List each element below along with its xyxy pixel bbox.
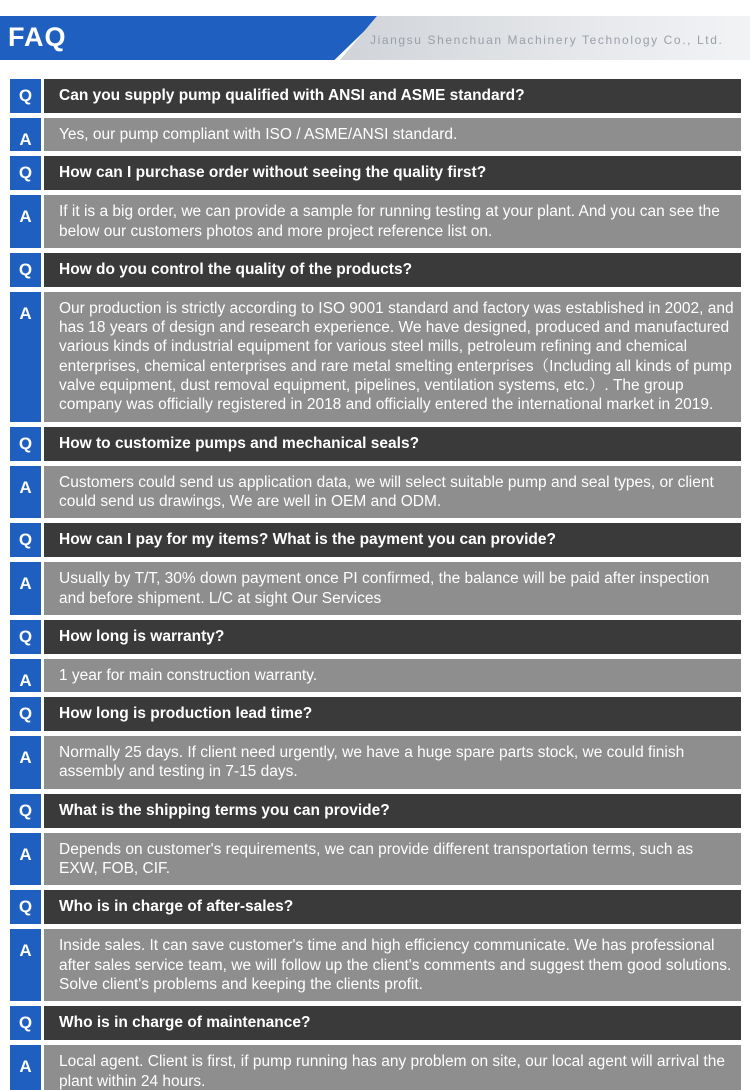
- question-text: Who is in charge of after-sales?: [44, 890, 741, 924]
- faq-question-row: [10, 253, 741, 287]
- question-text: Who is in charge of maintenance?: [44, 1006, 741, 1040]
- faq-header: [0, 0, 750, 60]
- faq-answer-row: [10, 466, 741, 519]
- answer-text: Our production is strictly according to ISO 9001 standard and factory was established in 2002, and has 18 years of design and research experience. We have designed, produced and manufactured various kinds of industrial equipment for various steel mills, petroleum refining and chemical enterprises, chemical enterprises and rare metal smelting enterprises（Including all kinds of pump valve equipment, dust removal equipment, pipelines, ventilation systems, etc.）. The group company was officially registered in 2018 and officially entered the international market in 2019.: [44, 292, 741, 422]
- answer-badge: A: [10, 833, 41, 886]
- answer-text: Depends on customer's requirements, we can provide different transportation terms, such as EXW, FOB, CIF.: [44, 833, 741, 886]
- question-badge: Q: [10, 427, 41, 461]
- question-text: How long is warranty?: [44, 620, 741, 654]
- faq-list: [10, 79, 741, 1090]
- faq-question-row: [10, 156, 741, 190]
- answer-text: Usually by T/T, 30% down payment once PI confirmed, the balance will be paid after inspection and before shipment. L/C at sight Our Services: [44, 562, 741, 615]
- question-badge: Q: [10, 1006, 41, 1040]
- answer-text: Normally 25 days. If client need urgently, we have a huge spare parts stock, we could finish assembly and testing in 7-15 days.: [44, 736, 741, 789]
- answer-badge: A: [10, 659, 41, 692]
- question-text: Can you supply pump qualified with ANSI and ASME standard?: [44, 79, 741, 113]
- question-text: What is the shipping terms you can provide?: [44, 794, 741, 828]
- faq-question-row: [10, 1006, 741, 1040]
- question-text: How long is production lead time?: [44, 697, 741, 731]
- answer-badge: A: [10, 929, 41, 1001]
- question-badge: Q: [10, 253, 41, 287]
- answer-text: Local agent. Client is first, if pump running has any problem on site, our local agent will arrival the plant within 24 hours.: [44, 1045, 741, 1090]
- question-badge: Q: [10, 79, 41, 113]
- faq-question-row: [10, 697, 741, 731]
- answer-badge: A: [10, 118, 41, 151]
- faq-question-row: [10, 427, 741, 461]
- question-text: How can I pay for my items? What is the payment you can provide?: [44, 523, 741, 557]
- question-badge: Q: [10, 890, 41, 924]
- answer-badge: A: [10, 466, 41, 519]
- faq-answer-row: [10, 736, 741, 789]
- answer-badge: A: [10, 562, 41, 615]
- question-badge: Q: [10, 523, 41, 557]
- question-text: How to customize pumps and mechanical seals?: [44, 427, 741, 461]
- faq-answer-row: [10, 118, 741, 151]
- faq-question-row: [10, 523, 741, 557]
- faq-answer-row: [10, 292, 741, 422]
- faq-answer-row: [10, 929, 741, 1001]
- faq-question-row: [10, 79, 741, 113]
- faq-question-row: [10, 890, 741, 924]
- answer-badge: A: [10, 736, 41, 789]
- answer-text: 1 year for main construction warranty.: [44, 659, 741, 692]
- answer-text: Inside sales. It can save customer's time and high efficiency communicate. We has professional after sales service team, we will follow up the client's comments and suggest them good solutions. Solve client's problems and keeping the clients profit.: [44, 929, 741, 1001]
- faq-question-row: [10, 620, 741, 654]
- faq-answer-row: [10, 1045, 741, 1090]
- question-text: How do you control the quality of the products?: [44, 253, 741, 287]
- answer-badge: A: [10, 1045, 41, 1090]
- answer-text: Yes, our pump compliant with ISO / ASME/ANSI standard.: [44, 118, 741, 151]
- question-badge: Q: [10, 794, 41, 828]
- faq-answer-row: [10, 195, 741, 248]
- answer-badge: A: [10, 195, 41, 248]
- faq-question-row: [10, 794, 741, 828]
- question-badge: Q: [10, 697, 41, 731]
- answer-text: Customers could send us application data, we will select suitable pump and seal types, or client could send us drawings, We are well in OEM and ODM.: [44, 466, 741, 519]
- question-badge: Q: [10, 620, 41, 654]
- answer-badge: A: [10, 292, 41, 422]
- question-badge: Q: [10, 156, 41, 190]
- faq-answer-row: [10, 833, 741, 886]
- page-title: FAQ: [8, 22, 67, 52]
- faq-answer-row: [10, 659, 741, 692]
- company-name: Jiangsu Shenchuan Machinery Technology Co., Ltd.: [370, 33, 724, 47]
- answer-text: If it is a big order, we can provide a sample for running testing at your plant. And you can see the below our customers photos and more project reference list on.: [44, 195, 741, 248]
- faq-answer-row: [10, 562, 741, 615]
- question-text: How can I purchase order without seeing the quality first?: [44, 156, 741, 190]
